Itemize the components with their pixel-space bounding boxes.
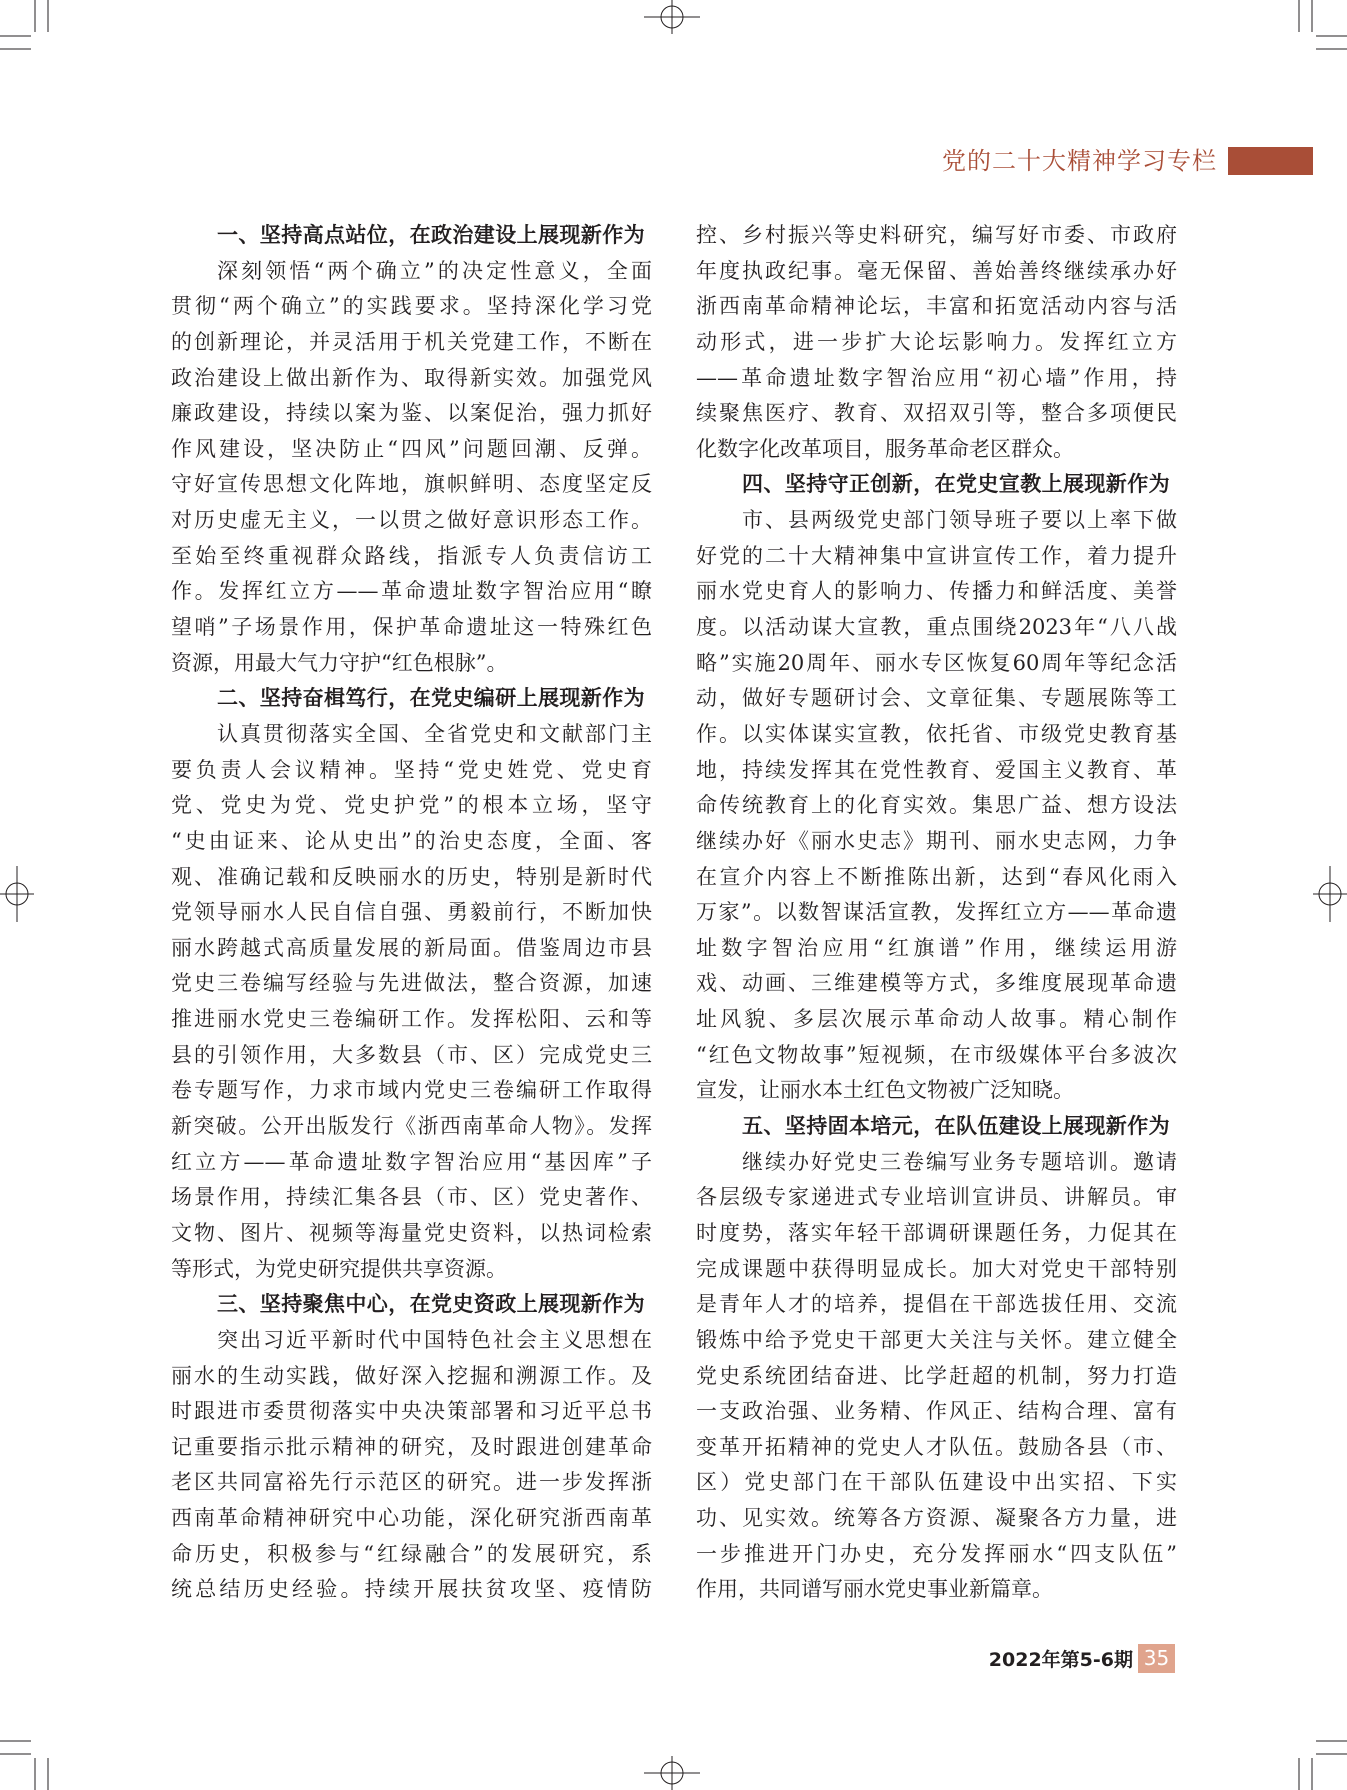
text-line: 在宣介内容上不断推陈出新，达到“春风化雨入 bbox=[696, 864, 1177, 889]
text-line: 继续办好《丽水史志》期刊、丽水史志网，力争 bbox=[696, 828, 1177, 853]
text-line: 戏、动画、三维建模等方式，多维度展现革命遗 bbox=[696, 971, 1177, 996]
text-line: 党史三卷编写经验与先进做法，整合资源，加速 bbox=[171, 971, 652, 996]
paragraph bbox=[696, 1145, 1177, 1608]
text-line: 各层级专家递进式专业培训宣讲员、讲解员。审 bbox=[696, 1185, 1177, 1210]
crop-mark-bottom-left bbox=[0, 1741, 48, 1790]
text-line: 动形式，进一步扩大论坛影响力。发挥红立方 bbox=[696, 329, 1177, 354]
left-column bbox=[171, 218, 652, 1608]
text-line: 时跟进市委贯彻落实中央决策部署和习近平总书 bbox=[171, 1399, 652, 1424]
page-number: 35 bbox=[1138, 1644, 1175, 1673]
text-line: 记重要指示批示精神的研究，及时跟进创建革命 bbox=[171, 1434, 652, 1459]
text-line: 略”实施20周年、丽水专区恢复60周年等纪念活 bbox=[696, 650, 1177, 675]
text-line: 作风建设，坚决防止“四风”问题回潮、反弹。 bbox=[171, 436, 652, 461]
text-line: 作。发挥红立方——革命遗址数字智治应用“瞭 bbox=[171, 579, 652, 604]
folio bbox=[989, 1644, 1175, 1673]
right-column bbox=[696, 218, 1177, 1608]
text-line: 文物、图片、视频等海量党史资料，以热词检索 bbox=[171, 1220, 652, 1245]
text-line: 化数字化改革项目，服务革命老区群众。 bbox=[696, 436, 1074, 461]
paragraph-continuation bbox=[696, 218, 1177, 467]
text-line: 续聚焦医疗、教育、双招双引等，整合多项便民 bbox=[696, 401, 1177, 426]
text-line: 地，持续发挥其在党性教育、爱国主义教育、革 bbox=[696, 757, 1177, 782]
text-line: 是青年人才的培养，提倡在干部选拔任用、交流 bbox=[696, 1292, 1177, 1317]
column-title-accent-bar bbox=[1228, 147, 1313, 175]
registration-mark-right bbox=[1313, 866, 1347, 922]
text-line: 等形式，为党史研究提供共享资源。 bbox=[171, 1256, 507, 1281]
text-line: 突出习近平新时代中国特色社会主义思想在 bbox=[217, 1327, 652, 1352]
text-line: 继续办好党史三卷编写业务专题培训。邀请 bbox=[742, 1149, 1177, 1174]
text-line: 丽水跨越式高质量发展的新局面。借鉴周边市县 bbox=[171, 935, 652, 960]
registration-mark-left bbox=[0, 866, 34, 922]
text-line: 万家”。以数智谋活宣教，发挥红立方——革命遗 bbox=[696, 900, 1177, 925]
text-line: 动，做好专题研讨会、文章征集、专题展陈等工 bbox=[696, 686, 1177, 711]
text-line: 守好宣传思想文化阵地，旗帜鲜明、态度坚定反 bbox=[171, 472, 652, 497]
text-line: 红立方——革命遗址数字智治应用“基因库”子 bbox=[171, 1149, 652, 1174]
text-line: 认真贯彻落实全国、全省党史和文献部门主 bbox=[217, 721, 652, 746]
text-line: 宣发，让丽水本土红色文物被广泛知晓。 bbox=[696, 1078, 1074, 1103]
section-heading: 一、坚持高点站位，在政治建设上展现新作为 bbox=[217, 223, 645, 247]
section-heading: 四、坚持守正创新，在党史宣教上展现新作为 bbox=[742, 472, 1170, 497]
section-heading: 五、坚持固本培元，在队伍建设上展现新作为 bbox=[742, 1114, 1170, 1139]
text-line: 作用，共同谱写丽水党史事业新篇章。 bbox=[696, 1577, 1053, 1602]
text-line: 市、县两级党史部门领导班子要以上率下做 bbox=[742, 508, 1177, 533]
text-line: 县的引领作用，大多数县（市、区）完成党史三 bbox=[171, 1042, 652, 1067]
paragraph bbox=[171, 1323, 652, 1608]
text-line: 廉政建设，持续以案为鉴、以案促治，强力抓好 bbox=[171, 401, 652, 426]
column-title: 党的二十大精神学习专栏 bbox=[942, 147, 1217, 175]
text-line: 卷专题写作，力求市域内党史三卷编研工作取得 bbox=[171, 1078, 652, 1103]
paragraph bbox=[171, 717, 652, 1287]
text-line: 一支政治强、业务精、作风正、结构合理、富有 bbox=[696, 1399, 1177, 1424]
text-line: 好党的二十大精神集中宣讲宣传工作，着力提升 bbox=[696, 543, 1177, 568]
text-line: 址数字智治应用“红旗谱”作用，继续运用游 bbox=[696, 935, 1177, 960]
text-line: 年度执政纪事。毫无保留、善始善终继续承办好 bbox=[696, 258, 1177, 283]
text-line: 一步推进开门办史，充分发挥丽水“四支队伍” bbox=[696, 1541, 1177, 1566]
text-line: 锻炼中给予党史干部更大关注与关怀。建立健全 bbox=[696, 1327, 1177, 1352]
text-line: 丽水党史育人的影响力、传播力和鲜活度、美誉 bbox=[696, 579, 1177, 604]
text-line: 场景作用，持续汇集各县（市、区）党史著作、 bbox=[171, 1185, 652, 1210]
text-line: 要负责人会议精神。坚持“党史姓党、党史育 bbox=[171, 757, 652, 782]
section-heading: 二、坚持奋楫笃行，在党史编研上展现新作为 bbox=[217, 686, 645, 711]
text-line: 对历史虚无主义，一以贯之做好意识形态工作。 bbox=[171, 508, 652, 533]
text-line: “史由证来、论从史出”的治史态度，全面、客 bbox=[171, 828, 652, 853]
text-line: 老区共同富裕先行示范区的研究。进一步发挥浙 bbox=[171, 1470, 652, 1495]
registration-mark-bottom bbox=[644, 1756, 700, 1790]
issue-label: 2022年第5-6期 bbox=[988, 1649, 1133, 1671]
text-line: 资源，用最大气力守护“红色根脉”。 bbox=[171, 650, 508, 675]
paragraph bbox=[696, 503, 1177, 1109]
text-line: 望哨”子场景作用，保护革命遗址这一特殊红色 bbox=[171, 615, 652, 640]
text-line: ——革命遗址数字智治应用“初心墙”作用，持 bbox=[696, 365, 1177, 390]
text-line: 命历史，积极参与“红绿融合”的发展研究，系 bbox=[171, 1541, 652, 1566]
text-line: 的创新理论，并灵活用于机关党建工作，不断在 bbox=[171, 329, 652, 354]
section-heading: 三、坚持聚焦中心，在党史资政上展现新作为 bbox=[217, 1292, 645, 1317]
text-line: 观、准确记载和反映丽水的历史，特别是新时代 bbox=[171, 864, 652, 889]
text-line: 丽水的生动实践，做好深入挖掘和溯源工作。及 bbox=[171, 1363, 652, 1388]
text-line: 至始至终重视群众路线，指派专人负责信访工 bbox=[171, 543, 652, 568]
text-line: 贯彻“两个确立”的实践要求。坚持深化学习党 bbox=[171, 294, 652, 319]
text-line: 西南革命精神研究中心功能，深化研究浙西南革 bbox=[171, 1506, 652, 1531]
text-line: 党、党史为党、党史护党”的根本立场，坚守 bbox=[171, 793, 652, 818]
text-line: 控、乡村振兴等史料研究，编写好市委、市政府 bbox=[696, 223, 1177, 247]
crop-mark-bottom-right bbox=[1299, 1741, 1347, 1790]
crop-mark-top-left bbox=[0, 0, 48, 49]
text-line: “红色文物故事”短视频，在市级媒体平台多波次 bbox=[696, 1042, 1177, 1067]
text-line: 推进丽水党史三卷编研工作。发挥松阳、云和等 bbox=[171, 1007, 652, 1032]
text-line: 党领导丽水人民自信自强、勇毅前行，不断加快 bbox=[171, 900, 652, 925]
text-line: 党史系统团结奋进、比学赶超的机制，努力打造 bbox=[696, 1363, 1177, 1388]
text-line: 功、见实效。统筹各方资源、凝聚各方力量，进 bbox=[696, 1506, 1177, 1531]
text-line: 新突破。公开出版发行《浙西南革命人物》。发挥 bbox=[171, 1114, 652, 1139]
text-line: 完成课题中获得明显成长。加大对党史干部特别 bbox=[696, 1256, 1177, 1281]
text-line: 变革开拓精神的党史人才队伍。鼓励各县（市、 bbox=[696, 1434, 1177, 1459]
text-line: 命传统教育上的化育实效。集思广益、想方设法 bbox=[696, 793, 1177, 818]
text-line: 浙西南革命精神论坛，丰富和拓宽活动内容与活 bbox=[696, 294, 1177, 319]
text-line: 址风貌、多层次展示革命动人故事。精心制作 bbox=[696, 1007, 1177, 1032]
text-line: 统总结历史经验。持续开展扶贫攻坚、疫情防 bbox=[171, 1577, 652, 1602]
paragraph bbox=[171, 254, 652, 682]
text-line: 作。以实体谋实宣教，依托省、市级党史教育基 bbox=[696, 721, 1177, 746]
text-line: 区）党史部门在干部队伍建设中出实招、下实 bbox=[696, 1470, 1177, 1495]
registration-mark-top bbox=[644, 0, 700, 34]
text-line: 政治建设上做出新作为、取得新实效。加强党风 bbox=[171, 365, 652, 390]
crop-mark-top-right bbox=[1299, 0, 1347, 49]
text-line: 深刻领悟“两个确立”的决定性意义，全面 bbox=[217, 258, 652, 283]
text-line: 度。以活动谋大宣教，重点围绕2023年“八八战 bbox=[696, 615, 1177, 640]
text-line: 时度势，落实年轻干部调研课题任务，力促其在 bbox=[696, 1220, 1177, 1245]
